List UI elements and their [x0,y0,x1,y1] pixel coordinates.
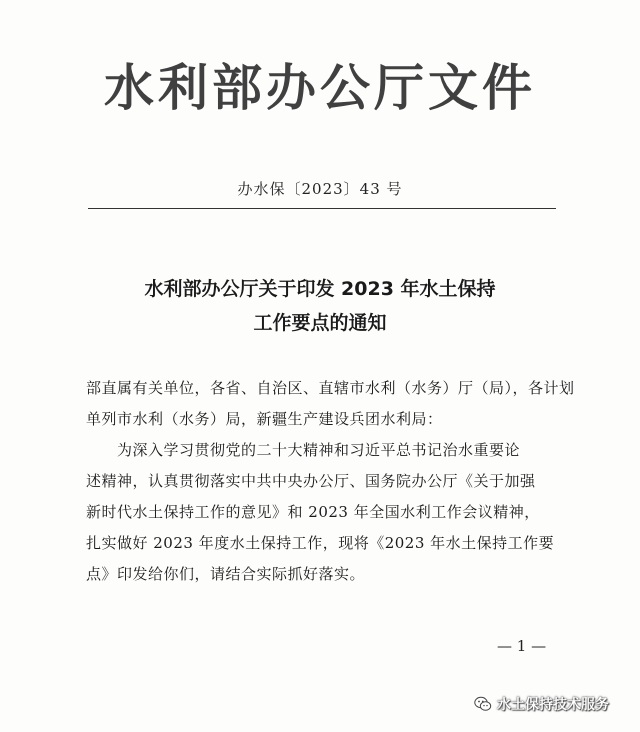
body-line: 部直属有关单位，各省、自治区、直辖市水利（水务）厅（局），各计划 [86,379,575,397]
document-body [86,373,575,590]
page-number: — 1 — [497,637,547,655]
body-line: 新时代水土保持工作的意见》和 2023 年全国水利工作会议精神， [86,503,540,521]
title-line-1: 水利部办公厅关于印发 2023 年水土保持 [144,278,496,300]
title-line-2: 工作要点的通知 [253,312,387,334]
wechat-icon [474,696,492,712]
document-title [0,272,640,340]
header-divider [88,208,556,209]
watermark [474,690,609,718]
body-line: 扎实做好 2023 年度水土保持工作，现将《2023 年水土保持工作要 [86,534,555,552]
issuer-heading: 水利部办公厅文件 [104,59,536,117]
body-line: 单列市水利（水务）局，新疆生产建设兵团水利局： [86,410,443,428]
body-line: 为深入学习贯彻党的二十大精神和习近平总书记治水重要论 [117,441,521,459]
body-line: 点》印发给你们，请结合实际抓好落实。 [86,565,366,583]
watermark-label: 水土保持技术服务 [497,697,609,713]
body-line: 述精神，认真贯彻落实中共中央办公厅、国务院办公厅《关于加强 [86,472,536,490]
document-number: 办水保〔2023〕43 号 [237,180,403,198]
